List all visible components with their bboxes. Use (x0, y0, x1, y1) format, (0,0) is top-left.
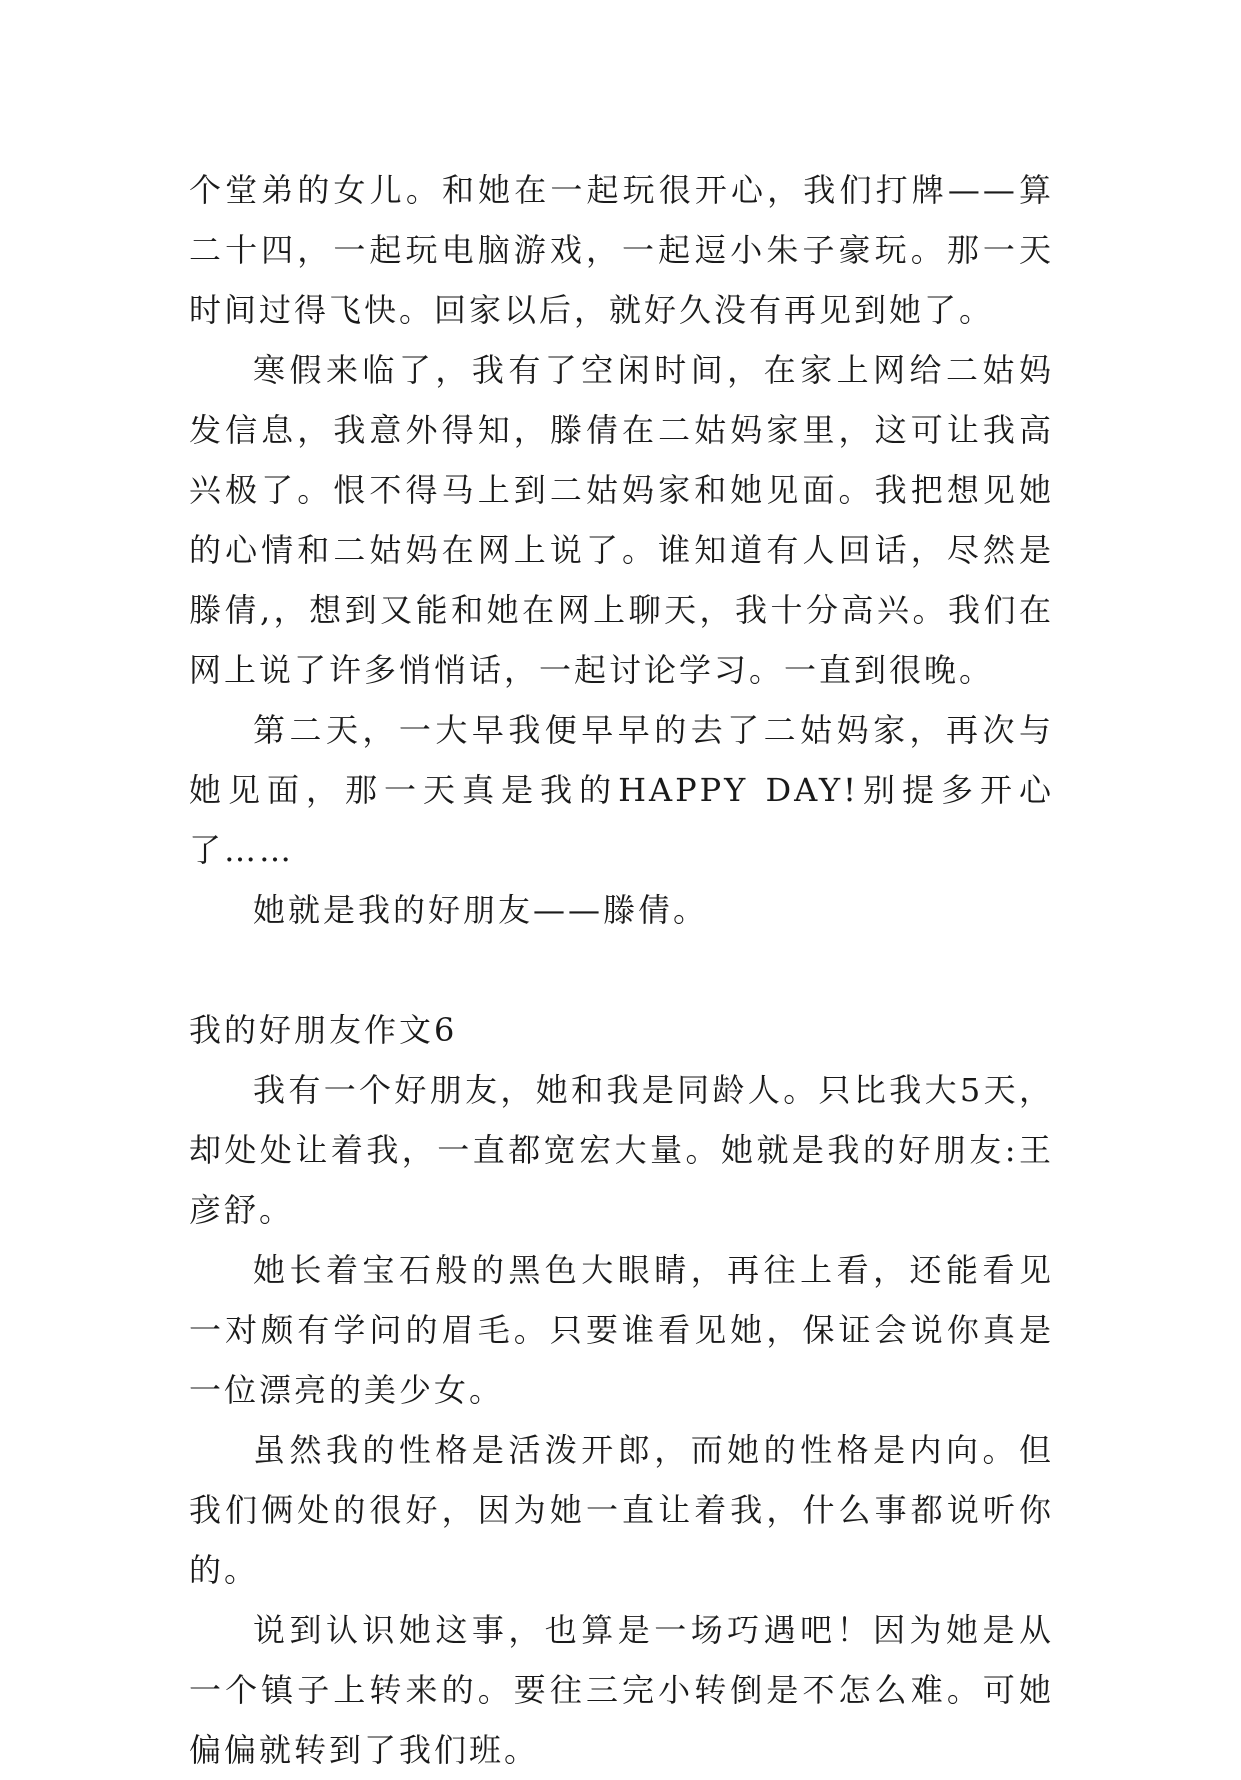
paragraph: 我有一个好朋友，她和我是同龄人。只比我大5天，却处处让着我，一直都宽宏大量。她就是我的好朋友:王彦舒。 (189, 1071, 1054, 1229)
section-title: 我的好朋友作文6 (189, 1011, 458, 1049)
document-body (189, 160, 1054, 1780)
paragraph: 虽然我的性格是活泼开郎，而她的性格是内向。但我们俩处的很好，因为她一直让着我，什么事都说听你的。 (189, 1431, 1054, 1589)
paragraph: 她长着宝石般的黑色大眼睛，再往上看，还能看见一对颇有学问的眉毛。只要谁看见她，保证会说你真是一位漂亮的美少女。 (189, 1251, 1054, 1409)
paragraph: 寒假来临了，我有了空闲时间，在家上网给二姑妈发信息，我意外得知，滕倩在二姑妈家里，这可让我高兴极了。恨不得马上到二姑妈家和她见面。我把想见她的心情和二姑妈在网上说了。谁知道有人回话，尽然是滕倩,，想到又能和她在网上聊天，我十分高兴。我们在网上说了许多悄悄话，一起讨论学习。一直到很晚。 (189, 351, 1054, 689)
paragraph-continued: 个堂弟的女儿。和她在一起玩很开心，我们打牌——算二十四，一起玩电脑游戏，一起逗小朱子豪玩。那一天时间过得飞快。回家以后，就好久没有再见到她了。 (189, 171, 1054, 329)
paragraph: 说到认识她这事，也算是一场巧遇吧！因为她是从一个镇子上转来的。要往三完小转倒是不怎么难。可她偏偏就转到了我们班。 (189, 1611, 1054, 1769)
paragraph: 她就是我的好朋友——滕倩。 (253, 891, 709, 929)
section-spacer (189, 940, 1054, 1000)
paragraph: 第二天，一大早我便早早的去了二姑妈家，再次与她见面，那一天真是我的HAPPY DAY!别提多开心了…… (189, 711, 1054, 869)
